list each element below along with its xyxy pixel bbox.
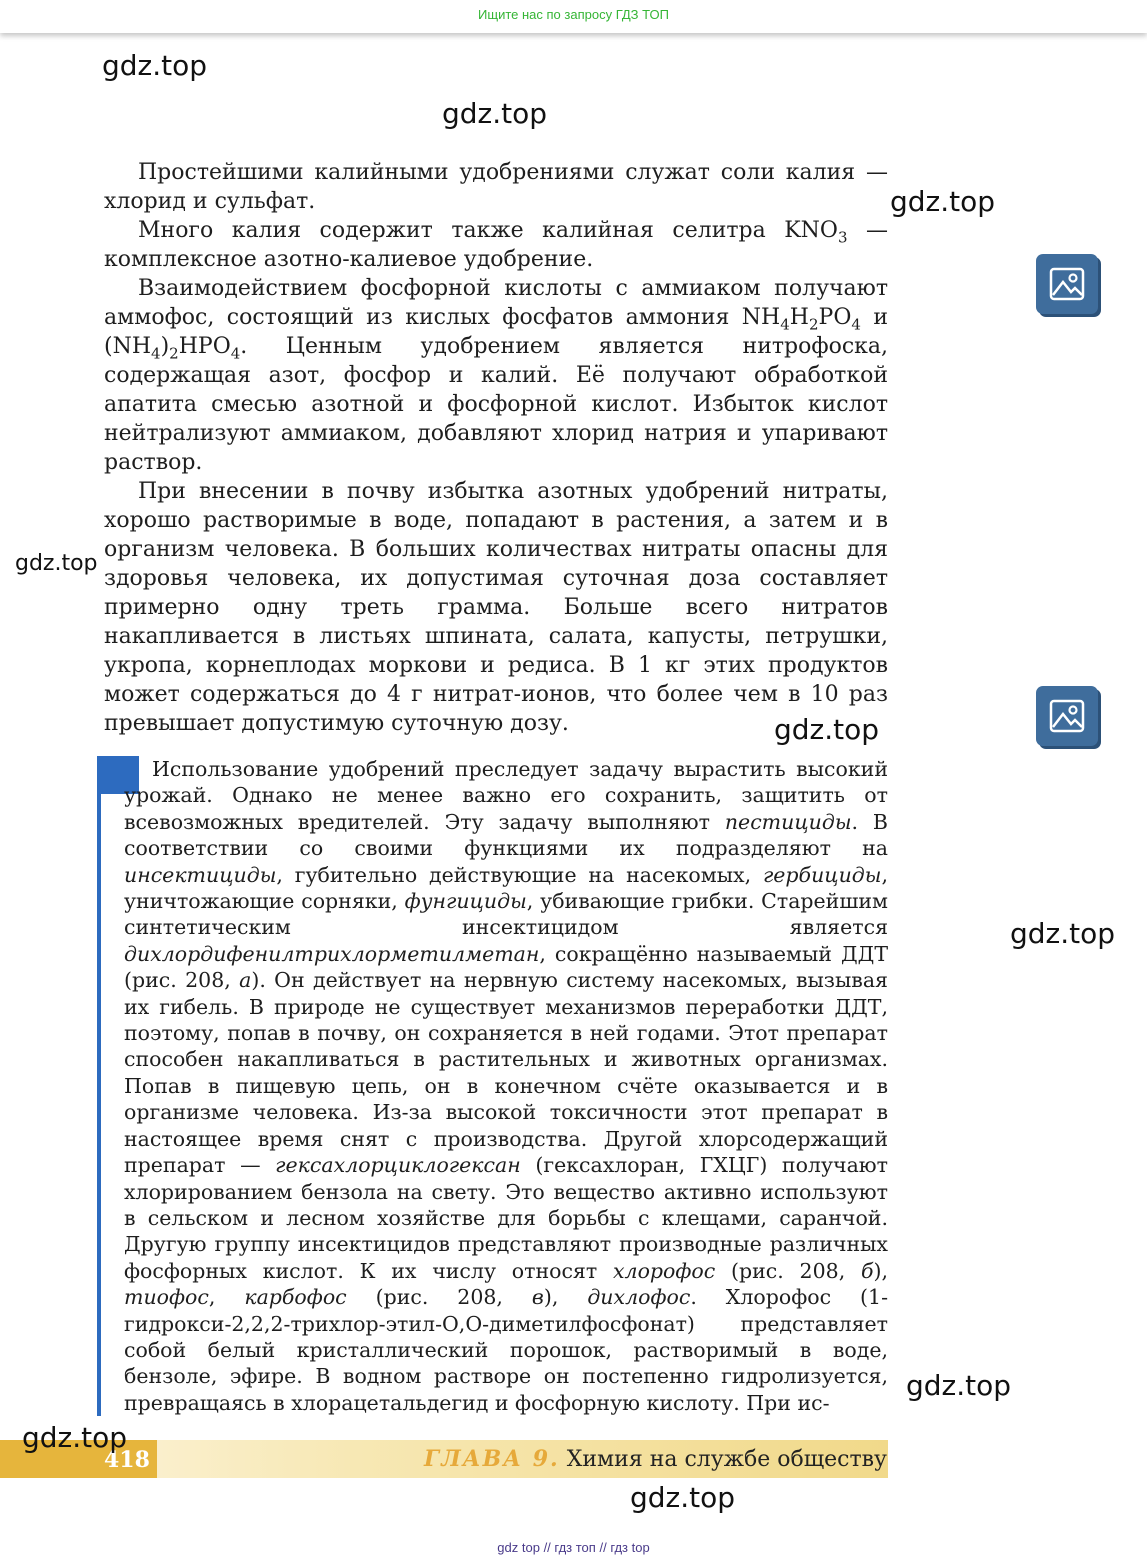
paragraph-text: При внесении в почву избытка азотных удобрений нитраты, хорошо растворимые в воде, попадают в растения, а затем и в организм человека. В больших количествах нитраты опасны для здоровья человека, их допустимая суточная доза составляет примерно одну треть грамма. Больше всего нитратов накапливается в листьях шпината, салата, капусты, петрушки, укропа, корнеплодах моркови и редиса. В 1 кг этих продуктов может содержаться до 4 г нитрат-ионов, что более чем в 10 раз превышает допустимую суточную дозу. — [104, 479, 888, 736]
paragraph — [104, 158, 888, 216]
box-vertical-line — [97, 756, 101, 1416]
chapter-header — [424, 1446, 887, 1472]
separator: // — [543, 1540, 551, 1555]
bottom-links — [0, 1540, 1147, 1555]
separator: // — [599, 1540, 607, 1555]
paragraph — [104, 216, 888, 274]
watermark: gdz.top — [630, 1481, 736, 1514]
paragraph-text: Простейшими калийными удобрениями служат соли калия — хлорид и сульфат. — [104, 160, 888, 214]
paragraph — [104, 274, 888, 477]
page-number: 418 — [104, 1447, 150, 1473]
watermark: gdz.top — [774, 713, 880, 746]
top-banner[interactable] — [0, 0, 1147, 33]
watermark: gdz.top — [442, 97, 548, 130]
chapter-title: Химия на службе обществу — [566, 1447, 887, 1472]
image-button[interactable] — [1036, 254, 1098, 314]
paragraph-text: Много калия содержит также калийная селитра $KNO_3$ — комплексное азотно-калиевое удобрение. — [104, 218, 888, 272]
bottom-link[interactable]: гдз top — [610, 1540, 650, 1555]
watermark: gdz.top — [22, 1421, 128, 1454]
paragraph-text: Взаимодействием фосфорной кислоты с аммиаком получают аммофос, состоящий из кислых фосфатов аммония $NH_4H_2PO_4$ и $(NH_4)_2HPO_4$. Ценным удобрением является нитрофоска, содержащая азот, фосфор и калий. Её получают обработкой апатита смесью азотной и фосфорной кислот. Избыток кислот нейтрализуют аммиаком, добавляют хлорид натрия и упаривают раствор. — [104, 276, 888, 475]
paragraph — [104, 477, 888, 738]
chapter-label: ГЛАВА 9. — [424, 1446, 560, 1472]
bottom-link[interactable]: gdz top — [497, 1540, 540, 1555]
watermark: gdz.top — [15, 551, 98, 576]
image-icon — [1049, 267, 1085, 301]
watermark: gdz.top — [890, 185, 996, 218]
top-banner-text: Ищите нас по запросу ГДЗ ТОП — [478, 7, 669, 22]
image-button[interactable] — [1036, 686, 1098, 746]
image-icon — [1049, 699, 1085, 733]
watermark: gdz.top — [906, 1369, 1012, 1402]
watermark: gdz.top — [1010, 917, 1116, 950]
bottom-link[interactable]: гдз топ — [554, 1540, 596, 1555]
watermark: gdz.top — [102, 49, 208, 82]
info-box-text: Использование удобрений преследует задачу вырастить высокий урожай. Однако не менее важно его сохранить, защитить от всевозможных вредителей. Эту задачу выполняют пестициды. В соответствии со своими функциями их подразделяют на инсектициды, губительно действующие на насекомых, гербициды, уничтожающие сорняки, фунгициды, убивающие грибки. Старейшим синтетическим инсектицидом является дихлордифенилтрихлорметилметан, сокращённо называемый ДДТ (рис. 208, а). Он действует на нервную систему насекомых, вызывая их гибель. В природе не существует механизмов переработки ДДТ, поэтому, попав в почву, он сохраняется в ней годами. Этот препарат способен накапливаться в растительных и животных организмах. Попав в пищевую цепь, он в конечном счёте оказывается и в организме человека. Из-за высокой токсичности этот препарат в настоящее время снят с производства. Другой хлорсодержащий препарат — гексахлорциклогексан (гексахлоран, ГХЦГ) получают хлорированием бензола на свету. Это вещество активно используют в сельском и лесном хозяйстве для борьбы с клещами, саранчой. Другую группу инсектицидов представляют производные различных фосфорных кислот. К их числу относят хлорофос (рис. 208, б), тиофос, карбофос (рис. 208, в), дихлофос. Хлорофос (1-гидрокси-2,2,2-трихлор-этил-О,О-диметилфосфонат) представляет собой белый кристаллический порошок, растворимый в воде, бензоле, эфире. В водном растворе он постепенно гидролизуется, превращаясь в хлорацетальдегид и фосфорную кислоту. При ис- — [124, 757, 889, 1415]
